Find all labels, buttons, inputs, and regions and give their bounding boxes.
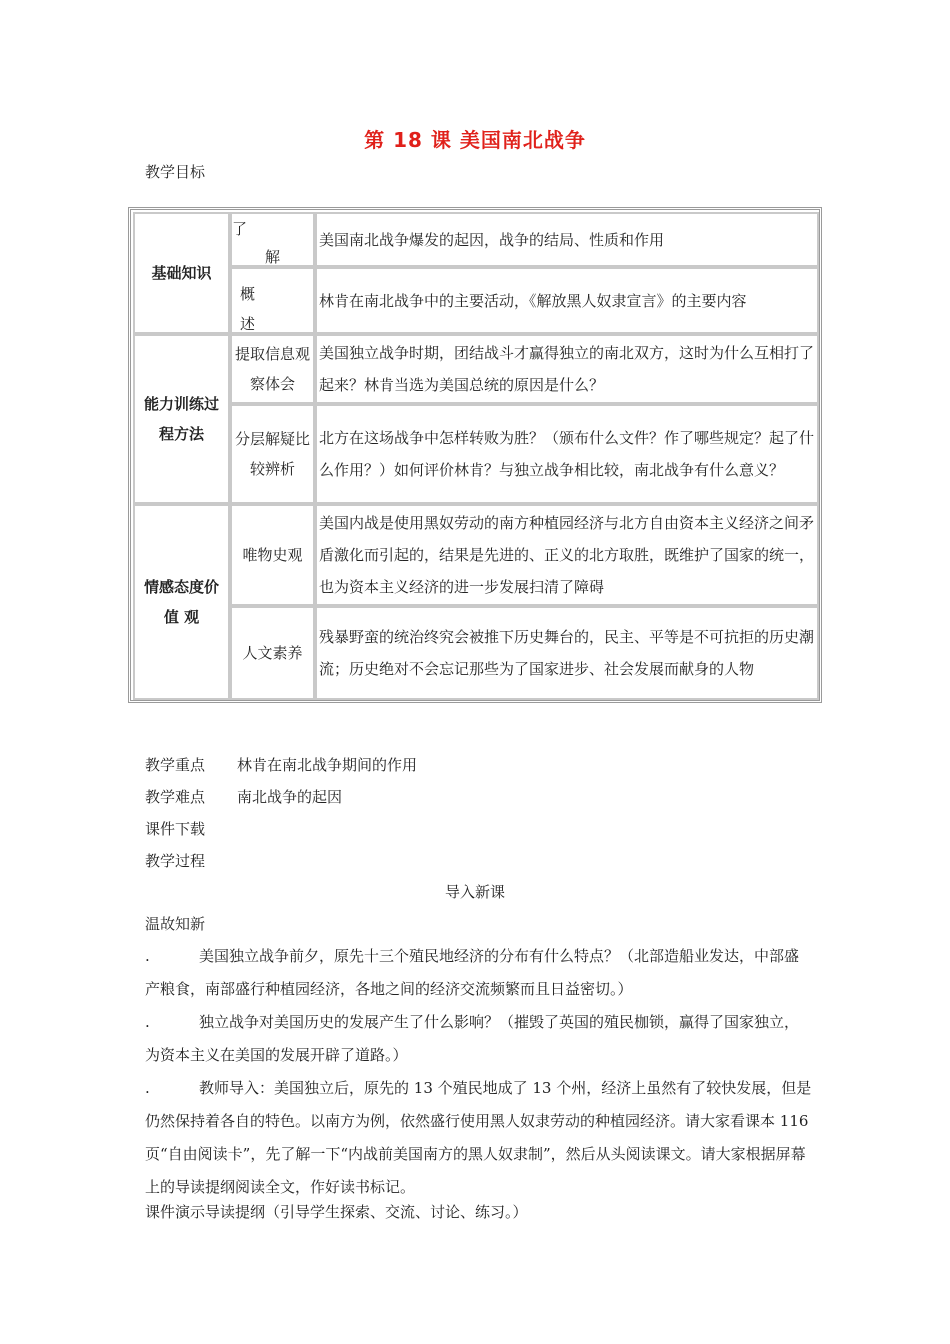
ability-row1-content [315,334,819,404]
intro-heading: 导入新课 [444,883,505,901]
basic-row1-label [230,212,315,267]
basic-row1-content [315,212,819,267]
ability-row2-label [230,404,315,504]
basic-row2-text: 林肯在南北战争中的主要活动，《解放黑人奴隶宣言》的主要内容 [319,291,747,310]
courseware-download: 课件下载 [145,820,206,838]
ability-row1-label-text: 提取信息观察体会 [234,345,310,393]
closing-line: 课件演示导读提纲（引导学生探索、交流、讨论、练习。） [145,1203,528,1221]
objectives-table [128,207,822,703]
bullet-1: . [145,947,150,965]
paragraph-1 [145,940,813,1006]
paragraph-3-text: 教师导入：美国独立后，原先的 13 个殖民地成了 13 个州，经济上虽然有了较快发展，但是仍然保持着各自的特色。以南方为例，依然盛行使用黑人奴隶劳动的种植园经济。请大家看课本 116 页“自由阅读卡”，先了解一下“内战前美国南方的黑人奴隶制”，然后从头阅读课文。请大家根据屏幕上的导读提纲阅读全文，作好读书标记。 [145,1079,812,1196]
paragraph-3 [145,1072,813,1204]
basic-row2-label [230,267,315,334]
emotion-row2-text: 残暴野蛮的统治终究会被推下历史舞台的，民主、平等是不可抗拒的历史潮流；历史绝对不会忘记那些为了国家进步、社会发展而献身的人物 [319,628,815,678]
paragraph-2 [145,1006,813,1072]
category-ability-label: 能力训练过程方法 [143,395,219,443]
emotion-row2-content [315,606,819,700]
ability-row2-text: 北方在这场战争中怎样转败为胜？（颁布什么文件？作了哪些规定？起了什么作用？）如何评价林肯？与独立战争相比较，南北战争有什么意义？ [319,429,815,479]
review-heading: 温故知新 [145,915,206,933]
category-ability [133,334,230,504]
basic-row2-label-a: 概 [240,285,256,303]
basic-row2-label-b: 述 [240,315,256,333]
ability-row1-text: 美国独立战争时期，团结战斗才赢得独立的南北双方，这时为什么互相打了起来？林肯当选为美国总统的原因是什么？ [319,344,815,394]
basic-row1-label-a: 了 [232,220,248,238]
emotion-row1-label [230,504,315,606]
category-basic [133,212,230,334]
bullet-3: . [145,1079,150,1097]
bullet-2: . [145,1013,150,1031]
emotion-row1-content [315,504,819,606]
paragraph-2-text: 独立战争对美国历史的发展产生了什么影响？（摧毁了英国的殖民枷锁，赢得了国家独立，为资本主义在美国的发展开辟了道路。） [145,1013,800,1064]
difficulty-label: 教学难点 [145,788,206,806]
emotion-row1-text: 美国内战是使用黑奴劳动的南方种植园经济与北方自由资本主义经济之间矛盾激化而引起的，结果是先进的、正义的北方取胜，既维护了国家的统一，也为资本主义经济的进一步发展扫清了障碍 [319,514,815,596]
objectives-heading: 教学目标 [145,163,206,181]
basic-row1-label-b: 解 [265,248,281,266]
page-title: 第 18 课 美国南北战争 [364,128,586,152]
key-point: 林肯在南北战争期间的作用 [237,756,418,774]
emotion-row1-label-text: 唯物史观 [242,546,303,564]
difficulty: 南北战争的起因 [237,788,343,806]
key-point-label: 教学重点 [145,756,206,774]
category-basic-label: 基础知识 [151,264,212,282]
emotion-row2-label-text: 人文素养 [242,644,303,662]
category-emotion [133,504,230,700]
basic-row1-text: 美国南北战争爆发的起因，战争的结局、性质和作用 [319,230,665,249]
ability-row2-content [315,404,819,504]
basic-row2-content [315,267,819,334]
emotion-row2-label [230,606,315,700]
category-emotion-label: 情感态度价值 观 [143,578,219,626]
teaching-process: 教学过程 [145,852,206,870]
ability-row1-label [230,334,315,404]
ability-row2-label-text: 分层解疑比较辨析 [234,430,310,478]
paragraph-1-text: 美国独立战争前夕，原先十三个殖民地经济的分布有什么特点？（北部造船业发达，中部盛产粮食，南部盛行种植园经济，各地之间的经济交流频繁而且日益密切。） [145,947,800,998]
